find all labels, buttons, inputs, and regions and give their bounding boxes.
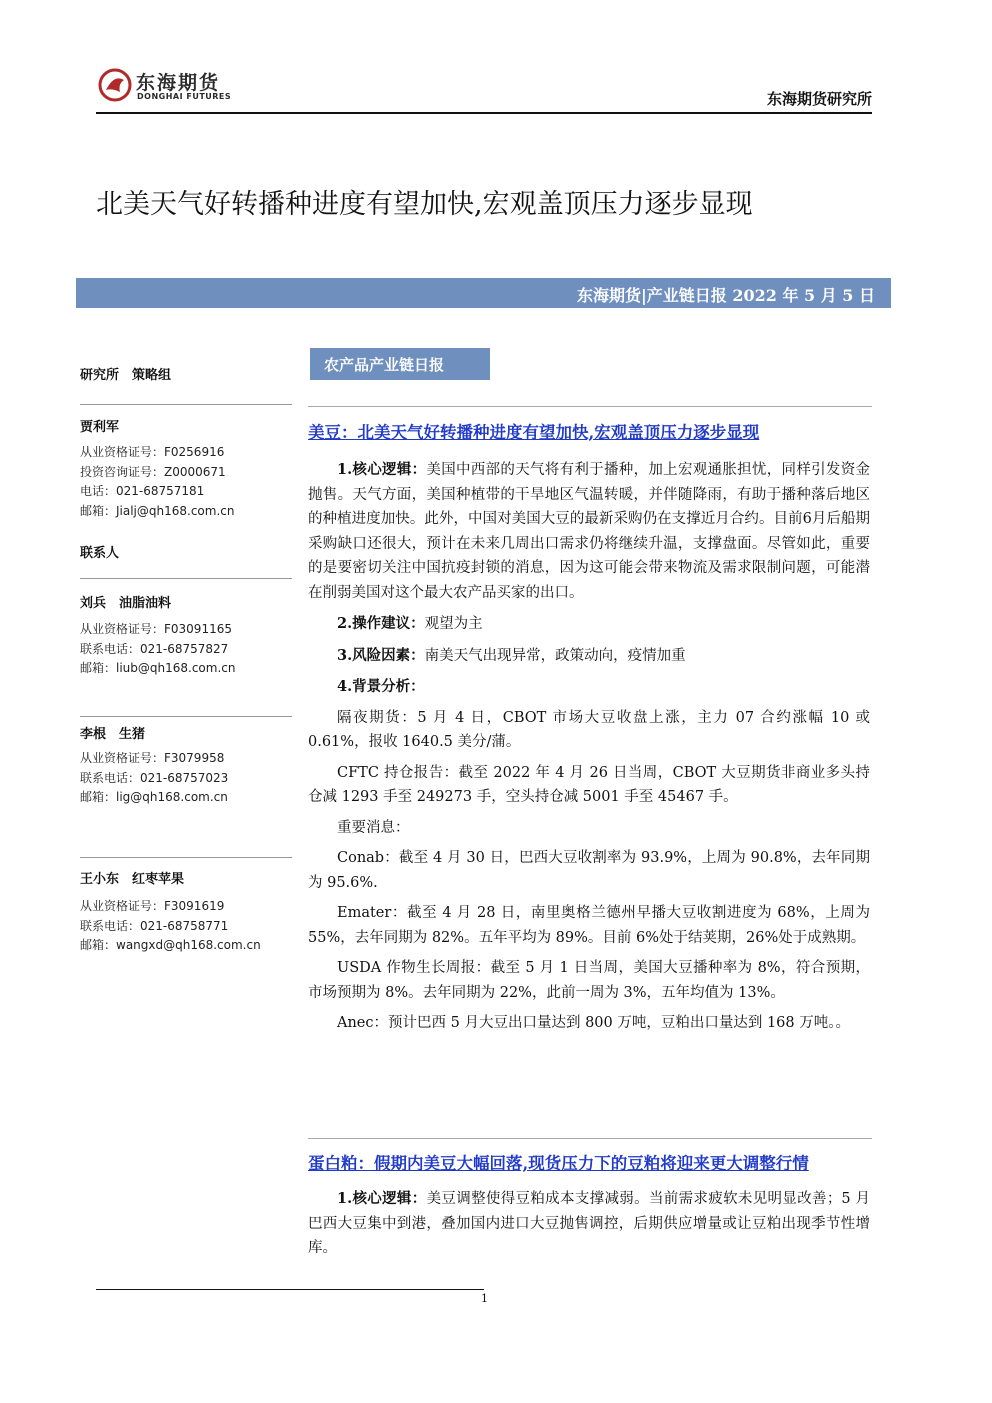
meal-body xyxy=(308,1187,870,1261)
sidebar-team: 研究所 策略组 xyxy=(80,368,172,383)
footer-divider xyxy=(96,1289,484,1290)
page-number: 1 xyxy=(481,1292,488,1305)
meal-heading[interactable] xyxy=(308,1152,870,1178)
section-tag xyxy=(310,348,490,380)
contact-email[interactable]: 邮箱：wangxd@qh168.com.cn xyxy=(80,938,261,952)
contact-phone: 联系电话：021-68757023 xyxy=(80,770,229,785)
banner-text: 东海期货|产业链日报 2022 年 5 月 5 日 xyxy=(576,286,875,305)
section-divider xyxy=(308,1138,872,1139)
contact-name: 王小东 红枣苹果 xyxy=(80,872,185,887)
meal-core-logic-text: 美豆调整使得豆粕成本支撑减弱。当前需求疲软未见明显改善；5 月巴西大豆集中到港，叠加国内进口大豆抛售调控，后期供应增量或让豆粕出现季节性增库。 xyxy=(308,1191,870,1256)
donghai-logo-icon xyxy=(96,66,134,104)
risk-label: 3.风险因素： xyxy=(337,646,425,664)
contact-name: 李根 生猪 xyxy=(80,727,146,742)
contact-qualification: 从业资格证号：F3091619 xyxy=(80,899,225,913)
soy-heading-link[interactable]: 美豆：北美天气好转播种进度有望加快,宏观盖顶压力逐步显现 xyxy=(308,423,760,442)
risk-paragraph xyxy=(308,644,870,669)
conab-paragraph: Conab：截至 4 月 30 日，巴西大豆收割率为 93.9%，上周为 90.8%，去年同期为 95.6%. xyxy=(308,850,870,891)
contact-email[interactable]: 邮箱：lig@qh168.com.cn xyxy=(80,790,228,804)
contact-details xyxy=(80,749,292,808)
background-heading xyxy=(308,675,870,700)
analyst-qualification: 从业资格证号：F0256916 xyxy=(80,445,225,459)
header-divider xyxy=(96,112,872,114)
soy-heading[interactable] xyxy=(308,421,870,447)
core-logic-text: 美国中西部的天气将有利于播种，加上宏观通胀担忧，同样引发资金抛售。天气方面，美国种植带的干旱地区气温转暖，并伴随降雨，有助于播种落后地区的种植进度加快。此外，中国对美国大豆的最新采购仍在支撑近月合约。目前6月后船期采购缺口还很大，预计在未来几周出口需求仍将继续升温，支撑盘面。尽管如此，重要的是要密切关注中国抗疫封锁的消息，因为这可能会带来物流及需求限制问题，可能潜在削弱美国对这个最大农产品买家的出口。 xyxy=(308,462,871,601)
risk-text: 南美天气出现异常，政策动向，疫情加重 xyxy=(424,647,686,664)
analyst-phone: 电话：021-68757181 xyxy=(80,484,205,498)
core-logic-label: 1.核心逻辑： xyxy=(337,461,427,478)
core-logic-paragraph xyxy=(308,458,870,605)
usda-paragraph: USDA 作物生长周报：截至 5 月 1 日当周，美国大豆播种率为 8%，符合预期，市场预期为 8%。去年同期为 22%，此前一周为 3%，五年均值为 13%。 xyxy=(308,960,870,1001)
contact-details xyxy=(80,897,292,956)
advice-paragraph xyxy=(308,612,870,637)
analyst-name: 贾利军 xyxy=(80,420,120,435)
section-tag-text: 农产品产业链日报 xyxy=(324,356,445,374)
contact-details xyxy=(80,620,292,679)
meal-core-logic-label: 1.核心逻辑： xyxy=(337,1190,427,1207)
meal-heading-link[interactable]: 蛋白粕：假期内美豆大幅回落,现货压力下的豆粕将迎来更大调整行情 xyxy=(308,1154,809,1173)
advice-label: 2.操作建议： xyxy=(337,615,425,632)
analyst-invest-cert: 投资咨询证号：Z0000671 xyxy=(80,464,226,479)
background-label: 4.背景分析： xyxy=(337,678,425,695)
soy-body xyxy=(308,458,870,1036)
news-label: 重要消息： xyxy=(337,819,410,836)
logo-english-text: DONGHAI FUTURES xyxy=(137,92,232,101)
sidebar-divider xyxy=(80,857,292,858)
report-title: 北美天气好转播种进度有望加快,宏观盖顶压力逐步显现 xyxy=(96,189,753,220)
contact-phone: 联系电话：021-68758771 xyxy=(80,918,229,933)
analyst-email[interactable]: 邮箱：Jialj@qh168.com.cn xyxy=(80,503,235,518)
contact-qualification: 从业资格证号：F3079958 xyxy=(80,751,225,765)
report-banner xyxy=(76,278,891,308)
logo-chinese-text: 东海期货 xyxy=(136,72,221,94)
overnight-paragraph: 隔夜期货：5 月 4 日，CBOT 市场大豆收盘上涨，主力 07 合约涨幅 10 或 0.61%，报收 1640.5 美分/蒲。 xyxy=(308,709,870,750)
cftc-paragraph: CFTC 持仓报告：截至 2022 年 4 月 26 日当周，CBOT 大豆期货非商业多头持仓减 1293 手至 249273 手，空头持仓减 5001 手至 45467 手。 xyxy=(308,764,870,805)
analyst-details xyxy=(80,443,292,521)
contact-qualification: 从业资格证号：F03091165 xyxy=(80,622,232,636)
contacts-label: 联系人 xyxy=(80,546,120,561)
institute-name: 东海期货研究所 xyxy=(766,90,872,108)
sidebar-divider xyxy=(80,716,292,717)
advice-text: 观望为主 xyxy=(424,616,483,632)
contact-name: 刘兵 油脂油料 xyxy=(80,596,172,611)
meal-core-logic-paragraph xyxy=(308,1187,870,1261)
section-divider xyxy=(308,406,872,407)
sidebar-divider xyxy=(80,578,292,579)
contact-email[interactable]: 邮箱：liub@qh168.com.cn xyxy=(80,661,236,675)
anec-paragraph: Anec：预计巴西 5 月大豆出口量达到 800 万吨，豆粕出口量达到 168 万吨。。 xyxy=(337,1015,850,1031)
emater-paragraph: Emater：截至 4 月 28 日，南里奥格兰德州早播大豆收割进度为 68%，上周为 55%，去年同期为 82%。五年平均为 89%。目前 6%处于结荚期，26%处于成熟期。 xyxy=(308,905,870,946)
sidebar-divider xyxy=(80,404,292,405)
contact-phone: 联系电话：021-68757827 xyxy=(80,641,229,656)
company-logo xyxy=(96,66,236,106)
